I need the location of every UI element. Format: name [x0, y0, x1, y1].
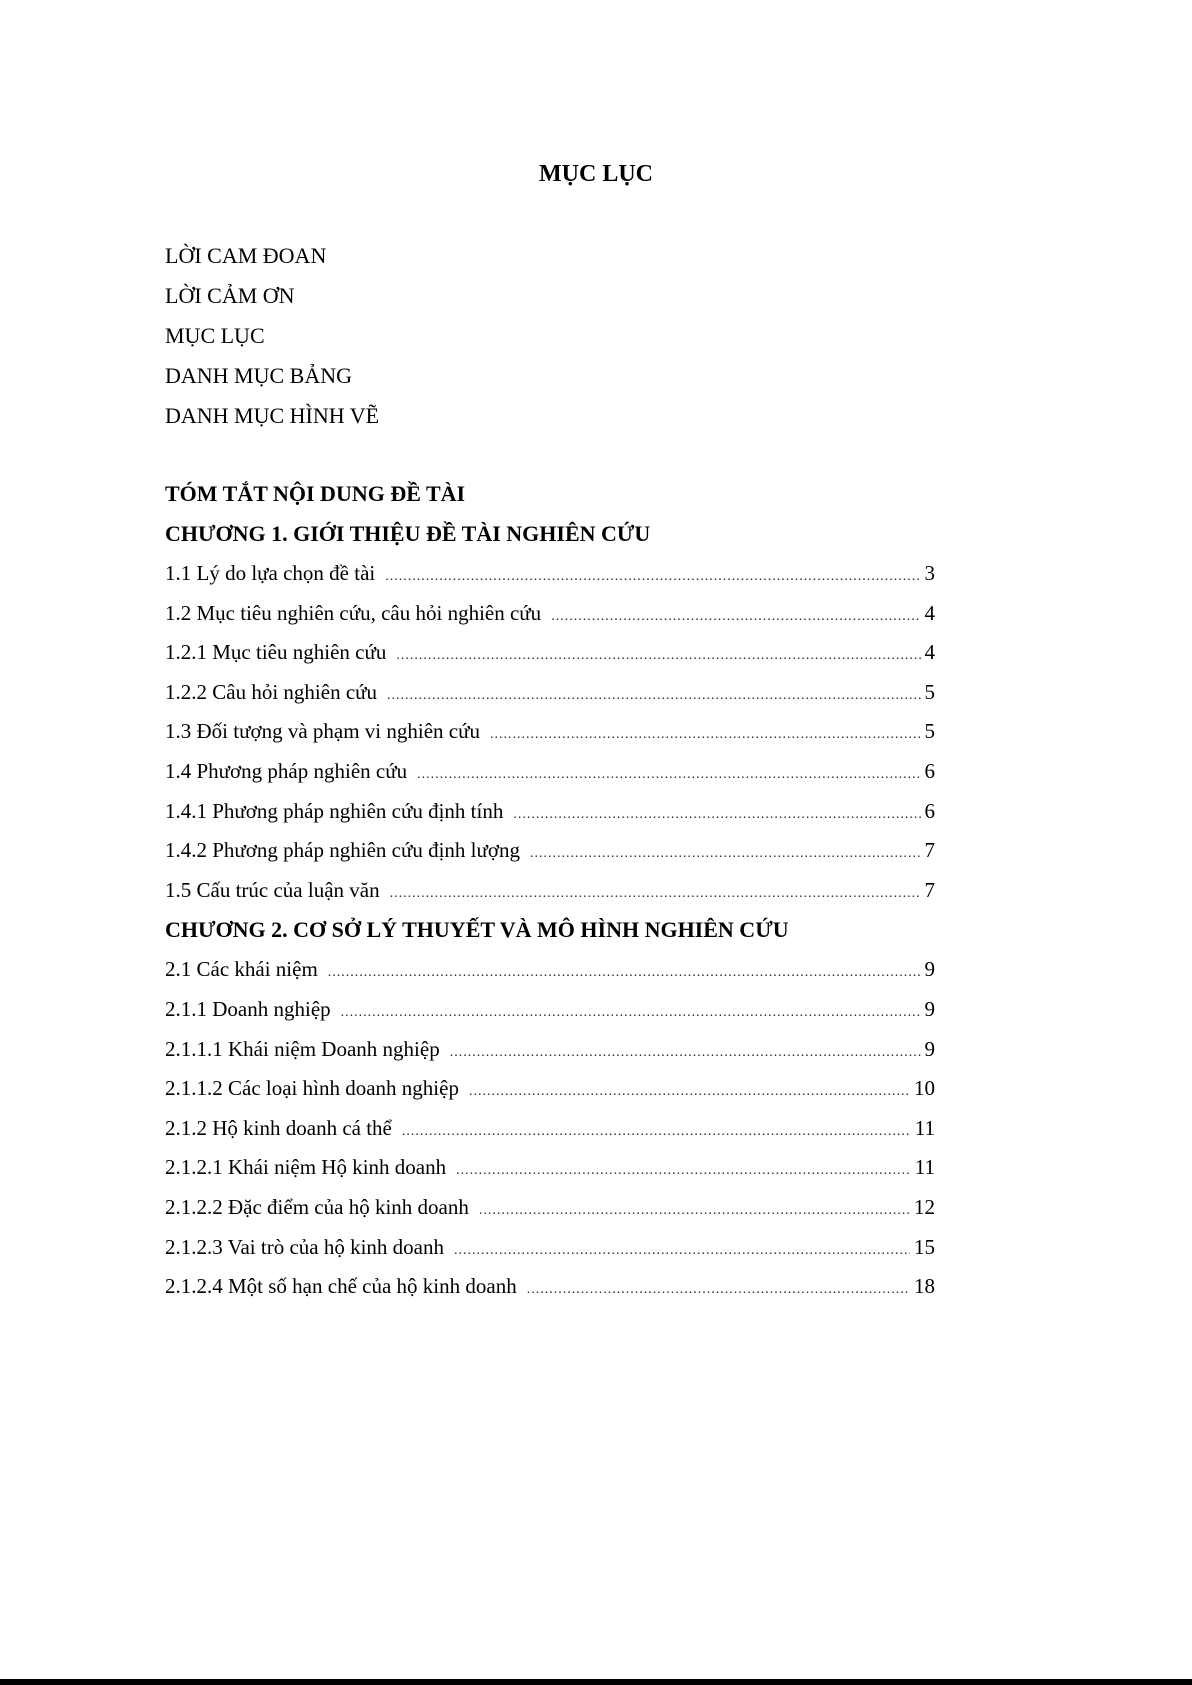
page-title: MỤC LỤC: [539, 161, 653, 187]
toc-entry: [165, 792, 935, 832]
dot-leader: [387, 676, 920, 716]
toc-entry-page: 3: [924, 561, 935, 585]
toc-entry-page: 18: [914, 1274, 935, 1299]
toc-entry-page: 7: [924, 838, 935, 863]
toc-entry: [165, 594, 935, 634]
toc-entry-page: 12: [914, 1194, 935, 1219]
table-of-contents: [165, 474, 935, 1307]
toc-entry-page: 11: [914, 1155, 935, 1180]
dot-leader: [456, 1151, 911, 1191]
dot-leader: [530, 834, 920, 874]
toc-entry-page: 9: [924, 957, 935, 982]
toc-entry-page: 4: [924, 600, 935, 625]
dot-leader: [385, 557, 920, 597]
toc-entry-label: 2.1.2.2 Đặc điểm của hộ kinh doanh: [165, 1194, 469, 1219]
dot-leader: [490, 715, 921, 755]
dot-leader: [527, 1270, 910, 1310]
toc-entry-label: 2.1.2.1 Khái niệm Hộ kinh doanh: [165, 1155, 447, 1180]
toc-entry: [165, 1267, 935, 1307]
toc-entry-label: 2.1.1.2 Các loại hình doanh nghiệp: [165, 1076, 459, 1101]
bottom-border: [0, 1679, 1192, 1685]
front-matter-item: LỜI CAM ĐOAN: [165, 243, 327, 268]
toc-entry-page: 10: [914, 1076, 935, 1101]
toc-entry-page: 6: [924, 798, 935, 823]
toc-entry: [165, 831, 935, 871]
toc-entry-page: 7: [924, 877, 935, 902]
toc-entry: [165, 554, 935, 594]
toc-entry: [165, 1109, 935, 1149]
dot-leader: [513, 795, 920, 835]
toc-entry-label: 1.1 Lý do lựa chọn đề tài: [165, 561, 376, 585]
dot-leader: [551, 597, 920, 637]
front-matter-item: MỤC LỤC: [165, 323, 265, 348]
toc-entry: [165, 1228, 935, 1268]
front-matter-item: DANH MỤC BẢNG: [165, 363, 353, 388]
dot-leader: [469, 1072, 910, 1112]
chapter-2-heading: CHƯƠNG 2. CƠ SỞ LÝ THUYẾT VÀ MÔ HÌNH NGHIÊN CỨU: [165, 917, 789, 943]
toc-entry-label: 2.1.1 Doanh nghiệp: [165, 996, 331, 1021]
toc-entry: [165, 712, 935, 752]
dot-leader: [417, 755, 920, 795]
toc-entry-page: 15: [914, 1234, 935, 1259]
chapter-1-heading: CHƯƠNG 1. GIỚI THIỆU ĐỀ TÀI NGHIÊN CỨU: [165, 521, 651, 546]
dot-leader: [328, 953, 921, 993]
toc-entry: [165, 633, 935, 673]
toc-entry-page: 4: [924, 640, 935, 665]
toc-entry-label: 1.3 Đối tượng và phạm vi nghiên cứu: [165, 719, 480, 744]
toc-entry-label: 2.1.2.4 Một số hạn chế của hộ kinh doanh: [165, 1274, 517, 1299]
toc-entry-label: 2.1.2 Hộ kinh doanh cá thể: [165, 1115, 392, 1140]
toc-entry-page: 9: [924, 996, 935, 1021]
toc-entry: [165, 752, 935, 792]
summary-heading: TÓM TẮT NỘI DUNG ĐỀ TÀI: [165, 481, 466, 506]
toc-entry-label: 1.5 Cấu trúc của luận văn: [165, 877, 380, 902]
toc-entry-page: 11: [914, 1115, 935, 1140]
front-matter-item: DANH MỤC HÌNH VẼ: [165, 403, 380, 428]
toc-entry-page: 6: [924, 758, 935, 783]
toc-entry: [165, 1148, 935, 1188]
toc-entry-page: 9: [924, 1036, 935, 1061]
dot-leader: [479, 1191, 910, 1231]
toc-entry-label: 1.4.2 Phương pháp nghiên cứu định lượng: [165, 838, 521, 863]
toc-entry: [165, 1030, 935, 1070]
toc-entry-label: 1.4 Phương pháp nghiên cứu: [165, 758, 408, 783]
toc-entry: [165, 673, 935, 713]
toc-entry: [165, 871, 935, 911]
toc-entry-page: 5: [924, 719, 935, 744]
toc-entry-label: 1.2 Mục tiêu nghiên cứu, câu hỏi nghiên cứu: [165, 600, 542, 625]
dot-leader: [390, 874, 921, 914]
toc-entry-label: 1.2.2 Câu hỏi nghiên cứu: [165, 679, 378, 704]
toc-entry: [165, 1069, 935, 1109]
toc-entry: [165, 950, 935, 990]
front-matter-item: LỜI CẢM ƠN: [165, 283, 295, 308]
toc-entry-label: 1.4.1 Phương pháp nghiên cứu định tính: [165, 798, 504, 823]
dot-leader: [454, 1231, 910, 1271]
toc-entry-label: 1.2.1 Mục tiêu nghiên cứu: [165, 640, 387, 665]
dot-leader: [396, 636, 920, 676]
toc-entry: [165, 990, 935, 1030]
toc-entry-label: 2.1.1.1 Khái niệm Doanh nghiệp: [165, 1036, 440, 1061]
dot-leader: [341, 993, 921, 1033]
toc-entry-page: 5: [924, 679, 935, 704]
front-matter-list: [165, 236, 945, 436]
toc-entry-label: 2.1 Các khái niệm: [165, 957, 318, 982]
toc-entry: [165, 1188, 935, 1228]
dot-leader: [450, 1033, 921, 1073]
dot-leader: [402, 1112, 911, 1152]
toc-entry-label: 2.1.2.3 Vai trò của hộ kinh doanh: [165, 1234, 444, 1259]
